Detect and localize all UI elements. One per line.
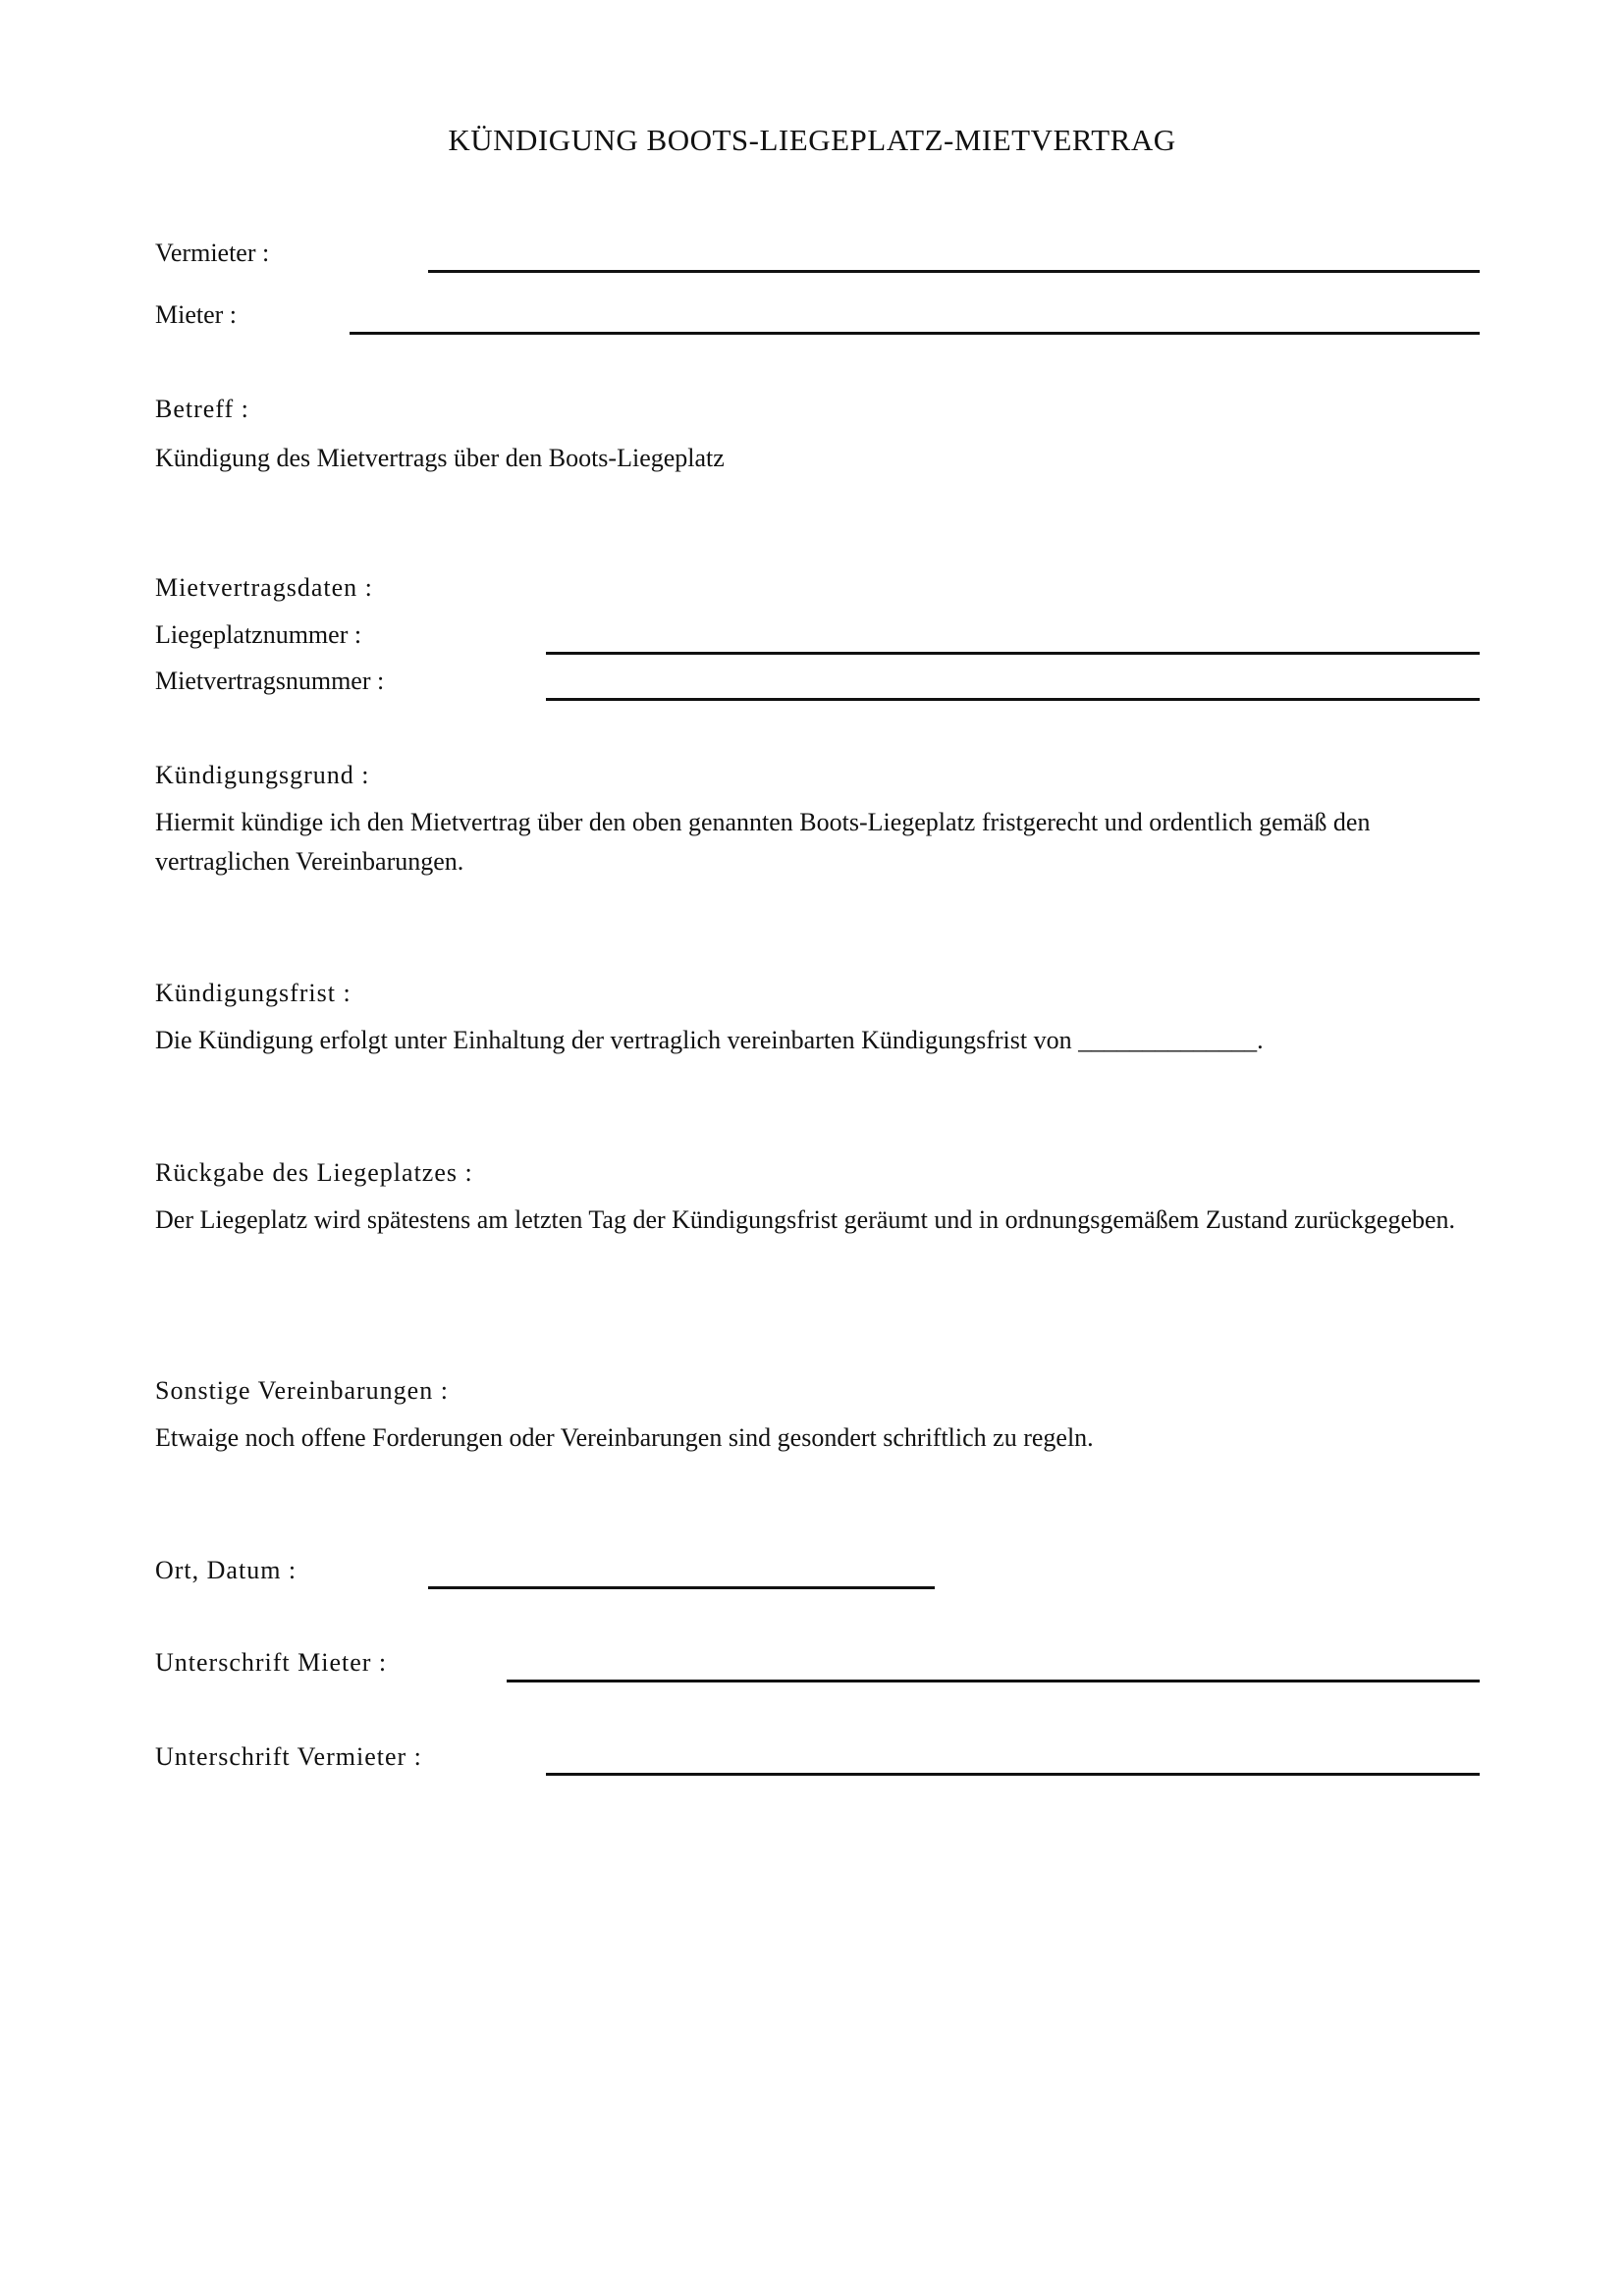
reason-label: Kündigungsgrund : bbox=[155, 761, 370, 789]
return-text: Der Liegeplatz wird spätestens am letzten Tag der Kündigungsfrist geräumt und in ordnungsgemäßem Zustand zurückgegeben. bbox=[155, 1205, 1456, 1234]
landlord-signature-label: Unterschrift Vermieter : bbox=[155, 1742, 422, 1771]
notice-period-label: Kündigungsfrist : bbox=[155, 979, 352, 1007]
berth-number-label: Liegeplatznummer : bbox=[155, 620, 362, 649]
subject-text: Kündigung des Mietvertrags über den Boots-Liegeplatz bbox=[155, 444, 725, 472]
contract-number-field-line[interactable] bbox=[546, 698, 1480, 701]
subject-label: Betreff : bbox=[155, 395, 249, 423]
tenant-label: Mieter : bbox=[155, 300, 238, 329]
landlord-signature-line[interactable] bbox=[546, 1773, 1480, 1776]
place-date-label: Ort, Datum : bbox=[155, 1556, 298, 1584]
reason-text: Hiermit kündige ich den Mietvertrag über den oben genannten Boots-Liegeplatz fristgerecht und ordentlich gemäß den vertraglichen Vereinbarungen. bbox=[155, 808, 1371, 876]
other-agreements-label: Sonstige Vereinbarungen : bbox=[155, 1376, 449, 1405]
other-agreements-text: Etwaige noch offene Forderungen oder Vereinbarungen sind gesondert schriftlich zu regeln. bbox=[155, 1423, 1094, 1452]
notice-period-text: Die Kündigung erfolgt unter Einhaltung der vertraglich vereinbarten Kündigungsfrist von ______________. bbox=[155, 1026, 1264, 1054]
place-date-field-line[interactable] bbox=[428, 1586, 935, 1589]
tenant-signature-line[interactable] bbox=[507, 1680, 1480, 1682]
contract-data-heading: Mietvertragsdaten : bbox=[155, 573, 373, 602]
tenant-field-line[interactable] bbox=[350, 332, 1480, 335]
document-title: KÜNDIGUNG BOOTS-LIEGEPLATZ-MIETVERTRAG bbox=[448, 123, 1176, 157]
landlord-label: Vermieter : bbox=[155, 239, 270, 267]
contract-number-label: Mietvertragsnummer : bbox=[155, 667, 385, 695]
berth-number-field-line[interactable] bbox=[546, 652, 1480, 655]
return-label: Rückgabe des Liegeplatzes : bbox=[155, 1158, 473, 1187]
landlord-field-line[interactable] bbox=[428, 270, 1480, 273]
tenant-signature-label: Unterschrift Mieter : bbox=[155, 1648, 388, 1677]
